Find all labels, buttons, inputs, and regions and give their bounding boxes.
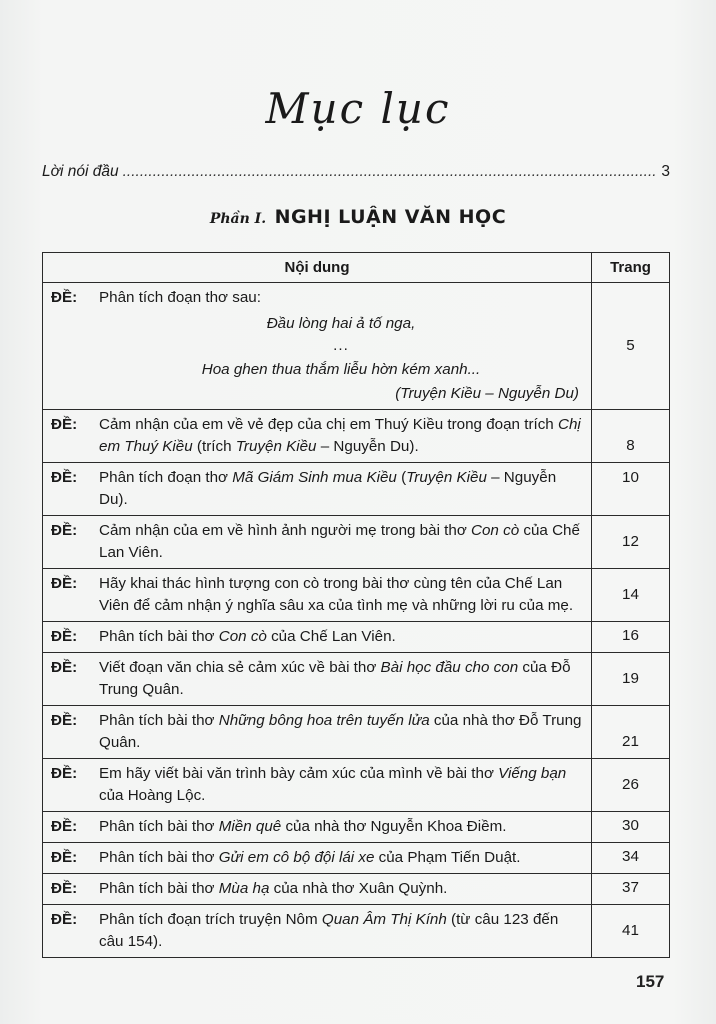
table-row[interactable] [43, 874, 670, 905]
row-label: ĐỀ: [51, 880, 78, 897]
row-page: 26 [592, 759, 670, 812]
table-row[interactable] [43, 759, 670, 812]
row-page: 30 [592, 812, 670, 843]
table-row[interactable] [43, 843, 670, 874]
contents-table [42, 252, 670, 958]
row-label: ĐỀ: [51, 522, 78, 539]
table-row[interactable] [43, 283, 670, 410]
row-text: Cảm nhận của em về vẻ đẹp của chị em Thuý Kiều trong đoạn trích Chị em Thuý Kiều (trích Truyện Kiều – Nguyễn Du). [99, 416, 581, 455]
row-page: 37 [592, 874, 670, 905]
row-label: ĐỀ: [51, 765, 78, 782]
row-page: 5 [592, 283, 670, 410]
page-number: 157 [636, 972, 665, 991]
row-text: Phân tích đoạn trích truyện Nôm Quan Âm Thị Kính (từ câu 123 đến câu 154). [99, 911, 559, 950]
row-text: Phân tích bài thơ Miền quê của nhà thơ Nguyễn Khoa Điềm. [99, 818, 507, 835]
header-content: Nội dung [43, 253, 592, 283]
row-page: 8 [592, 410, 670, 463]
row-label: ĐỀ: [51, 416, 78, 433]
row-text: Em hãy viết bài văn trình bày cảm xúc của mình về bài thơ Viếng bạn của Hoàng Lộc. [99, 765, 567, 804]
page-title: Mục lục [265, 84, 451, 133]
row-content [43, 283, 592, 410]
row-text: Viết đoạn văn chia sẻ cảm xúc về bài thơ Bài học đầu cho con của Đỗ Trung Quân. [99, 659, 571, 698]
row-text: Phân tích bài thơ Những bông hoa trên tuyến lửa của nhà thơ Đỗ Trung Quân. [99, 712, 582, 751]
row-label: ĐỀ: [51, 659, 78, 676]
part-title: NGHỊ LUẬN VĂN HỌC [274, 206, 507, 228]
row-page: 16 [592, 622, 670, 653]
leader-dots [123, 163, 658, 181]
row-label: ĐỀ: [51, 712, 78, 729]
poem-source: (Truyện Kiều – Nguyễn Du) [395, 385, 579, 402]
row-page: 10 [592, 463, 670, 516]
poem-line: Hoa ghen thua thắm liễu hờn kém xanh... [201, 361, 481, 378]
part-heading [0, 206, 716, 228]
row-text: Phân tích bài thơ Con cò của Chế Lan Viên. [99, 628, 396, 645]
row-text: Phân tích bài thơ Mùa hạ của nhà thơ Xuân Quỳnh. [99, 880, 448, 897]
row-label: ĐỀ: [51, 818, 78, 835]
row-page: 12 [592, 516, 670, 569]
row-text: Cảm nhận của em về hình ảnh người mẹ trong bài thơ Con cò của Chế Lan Viên. [99, 522, 580, 561]
table-row[interactable] [43, 812, 670, 843]
row-label: ĐỀ: [51, 628, 78, 645]
row-label: ĐỀ: [51, 911, 78, 928]
part-number: Phần I. [209, 211, 267, 227]
row-page: 41 [592, 905, 670, 958]
table-row[interactable] [43, 516, 670, 569]
table-row[interactable] [43, 905, 670, 958]
row-page: 14 [592, 569, 670, 622]
table-row[interactable] [43, 569, 670, 622]
header-page: Trang [592, 253, 670, 283]
row-text: Phân tích đoạn thơ sau: [99, 289, 261, 306]
row-label: ĐỀ: [51, 575, 78, 592]
table-header [43, 253, 670, 283]
table-row[interactable] [43, 410, 670, 463]
table-row[interactable] [43, 622, 670, 653]
row-label: ĐỀ: [51, 289, 78, 306]
poem-line: Đầu lòng hai ả tố nga, [266, 315, 416, 332]
table-row[interactable] [43, 653, 670, 706]
row-label: ĐỀ: [51, 469, 78, 486]
table-row[interactable] [43, 463, 670, 516]
preface-entry[interactable] [42, 163, 670, 181]
row-text: Phân tích bài thơ Gửi em cô bộ đội lái xe của Phạm Tiến Duật. [99, 849, 521, 866]
row-label: ĐỀ: [51, 849, 78, 866]
preface-page: 3 [661, 163, 670, 180]
poem-line: ... [333, 337, 349, 354]
table-row[interactable] [43, 706, 670, 759]
row-text: Hãy khai thác hình tượng con cò trong bài thơ cùng tên của Chế Lan Viên để cảm nhận ý nghĩa sâu xa của tình mẹ và những lời ru của mẹ. [99, 575, 574, 614]
preface-label: Lời nói đầu [42, 163, 119, 180]
row-page: 19 [592, 653, 670, 706]
row-page: 21 [592, 706, 670, 759]
row-page: 34 [592, 843, 670, 874]
row-text: Phân tích đoạn thơ Mã Giám Sinh mua Kiều (Truyện Kiều – Nguyễn Du). [99, 469, 557, 508]
